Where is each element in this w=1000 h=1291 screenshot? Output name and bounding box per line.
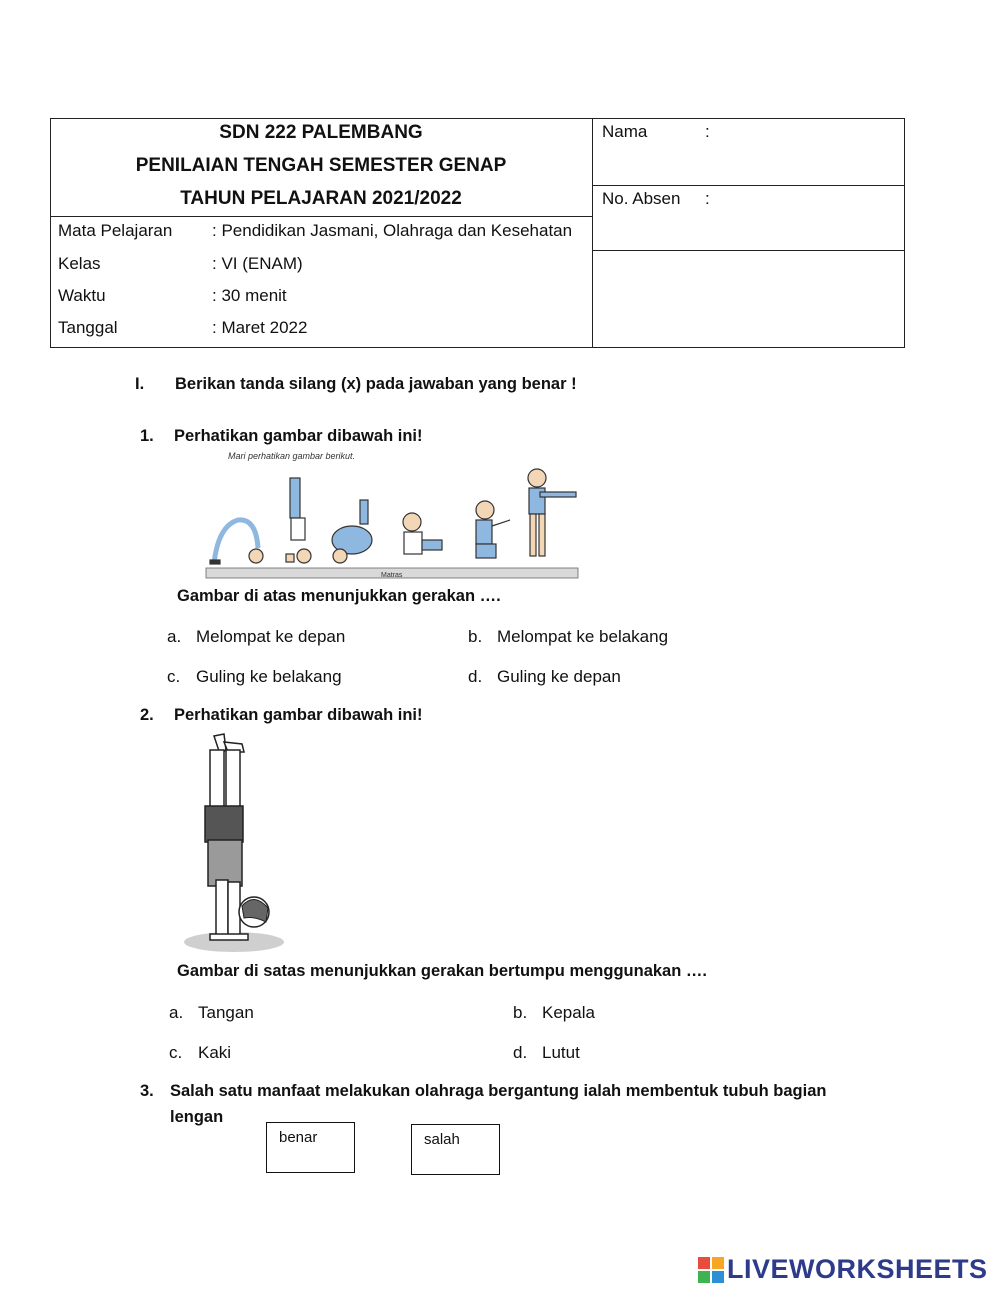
name-rule	[592, 185, 905, 186]
q2-option-a[interactable]: Tangan	[198, 1003, 254, 1022]
q1-option-d-letter: d.	[468, 667, 483, 686]
roll-sequence-illustration	[200, 448, 585, 584]
name-label: Nama	[602, 122, 648, 141]
gymnast-figure-6-icon	[528, 469, 576, 556]
field-label: Tanggal	[58, 318, 118, 337]
header-divider	[592, 118, 593, 348]
school-year: TAHUN PELAJARAN 2021/2022	[180, 188, 462, 209]
exam-title: PENILAIAN TENGAH SEMESTER GENAP	[135, 155, 507, 176]
gymnast-figure-1-icon	[210, 520, 263, 564]
q2-option-d[interactable]: Lutut	[542, 1043, 580, 1062]
q1-option-b-letter: b.	[468, 627, 483, 646]
q1-option-a[interactable]: Melompat ke depan	[196, 627, 346, 646]
q1-option-d[interactable]: Guling ke depan	[497, 667, 621, 686]
shirt-icon	[208, 840, 242, 886]
gymnast-figure-4-icon	[403, 513, 442, 554]
shorts-icon	[205, 806, 243, 842]
field-value: : Pendidikan Jasmani, Olahraga dan Kesehatan	[212, 221, 573, 240]
field-value: : 30 menit	[212, 286, 287, 305]
q1-option-a-letter: a.	[167, 627, 182, 646]
q1-option-c-letter: c.	[167, 667, 181, 686]
q2-option-c[interactable]: Kaki	[198, 1043, 232, 1062]
section-instruction: Berikan tanda silang (x) pada jawaban yang benar !	[175, 375, 577, 393]
q2-option-d-letter: d.	[513, 1043, 528, 1062]
handstand-illustration	[180, 730, 290, 958]
mat-label: Matras	[381, 572, 403, 579]
field-value: : VI (ENAM)	[212, 254, 303, 273]
name-colon: :	[705, 122, 710, 141]
q1-option-b[interactable]: Melompat ke belakang	[497, 627, 669, 646]
gymnast-figure-2-icon	[286, 478, 311, 563]
q1-option-c[interactable]: Guling ke belakang	[196, 667, 342, 686]
q2-question: Gambar di satas menunjukkan gerakan bertumpu menggunakan ….	[177, 962, 707, 980]
absen-label: No. Absen	[602, 189, 681, 208]
liveworksheets-logo-icon	[698, 1257, 724, 1283]
gymnast-figure-5-icon	[476, 501, 510, 558]
field-value: : Maret 2022	[212, 318, 308, 337]
q1-prompt: Perhatikan gambar dibawah ini!	[174, 427, 423, 445]
q2-option-a-letter: a.	[169, 1003, 184, 1022]
q3-number: 3.	[140, 1082, 154, 1100]
section-number: I.	[135, 375, 145, 393]
school-name: SDN 222 PALEMBANG	[219, 122, 423, 143]
liveworksheets-brand: LIVEWORKSHEETS	[727, 1254, 988, 1284]
q3-text-line1: Salah satu manfaat melakukan olahraga bergantung ialah membentuk tubuh bagian	[170, 1082, 827, 1100]
field-label: Kelas	[58, 254, 101, 273]
q2-option-c-letter: c.	[169, 1043, 183, 1062]
gymnast-figure-3-icon	[332, 500, 372, 563]
q2-prompt: Perhatikan gambar dibawah ini!	[174, 706, 423, 724]
answer-benar-button[interactable]: benar	[266, 1122, 355, 1173]
answer-salah-button[interactable]: salah	[411, 1124, 500, 1175]
illustration-caption: Mari perhatikan gambar berikut.	[228, 451, 356, 461]
q2-option-b-letter: b.	[513, 1003, 528, 1022]
field-label: Waktu	[58, 286, 106, 305]
q3-text-line2: lengan	[170, 1108, 224, 1126]
q2-option-b[interactable]: Kepala	[542, 1003, 595, 1022]
header-rule	[50, 216, 592, 217]
q1-number: 1.	[140, 427, 154, 445]
q1-question: Gambar di atas menunjukkan gerakan ….	[177, 587, 501, 605]
q2-number: 2.	[140, 706, 154, 724]
absen-rule	[592, 250, 905, 251]
field-label: Mata Pelajaran	[58, 221, 173, 240]
absen-colon: :	[705, 189, 710, 208]
